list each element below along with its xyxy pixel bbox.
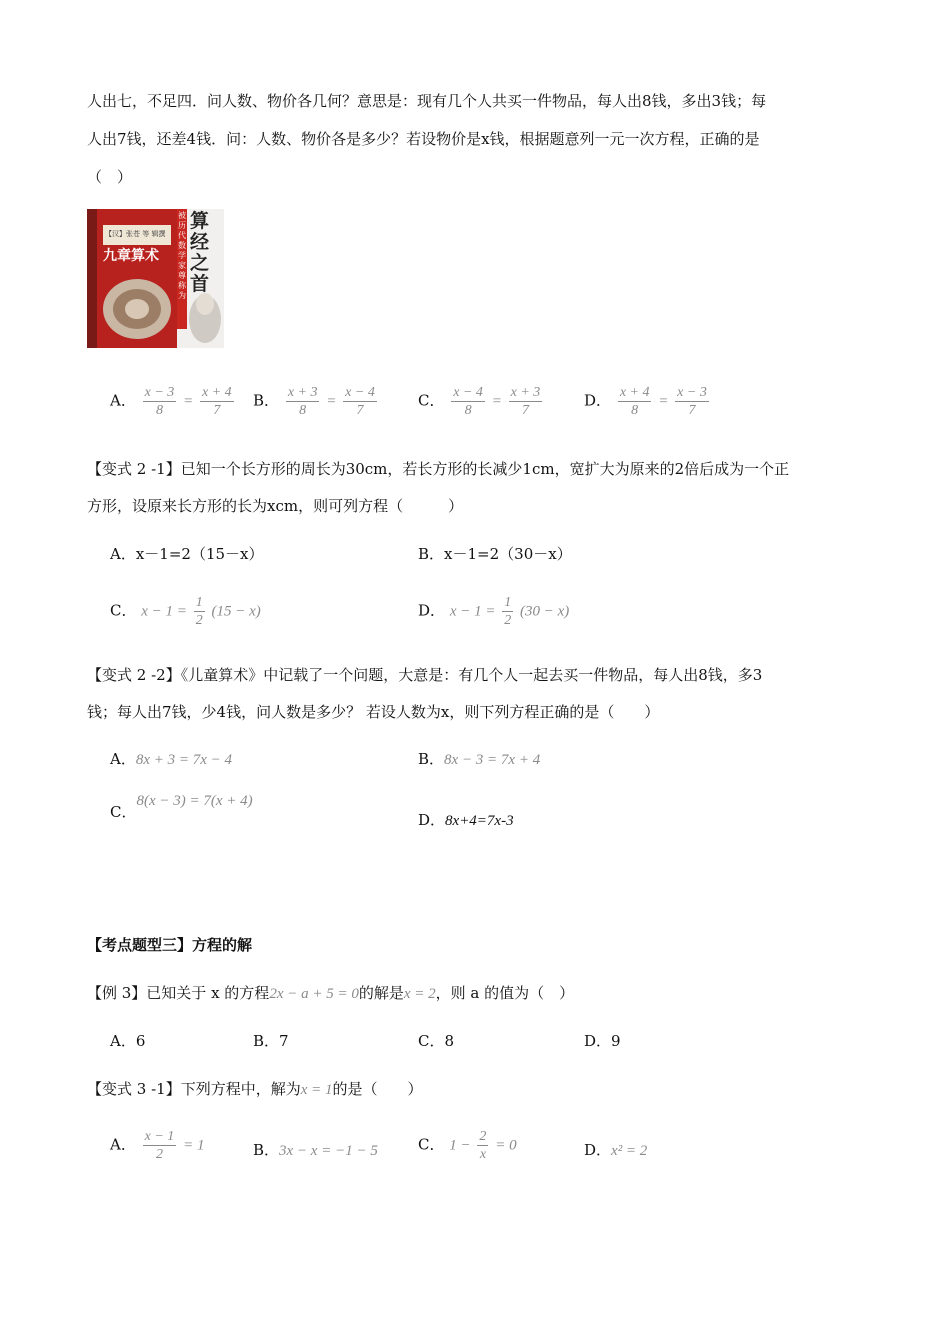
option-letter: B． [253,391,280,410]
option-letter: D． [584,391,612,410]
fraction: $\frac{x - 3}{8}$ [144,385,175,418]
q1-option-a[interactable]: A． $\frac{x - 3}{8}$ = $\frac{x + 4}{7}$ [110,385,232,418]
option-letter: C． [418,1135,445,1154]
fraction: $\frac{x + 4}{7}$ [201,385,232,418]
fraction: $\frac{x + 3}{7}$ [510,385,541,418]
option-equation: 8x+4=7x-3 [445,813,514,829]
fraction: $\frac{x - 4}{8}$ [453,385,483,418]
fraction: $\frac{x - 3}{7}$ [677,385,707,418]
option-letter: A． [110,1135,136,1154]
book-side-text: 被历代数学家尊称为 [178,211,186,300]
option-letter: D． [418,601,446,620]
book-cover-image [87,209,224,348]
option-letter: A． [110,545,136,563]
example-3-option-c[interactable]: C．8 [418,1032,455,1050]
option-letter: C． [418,391,445,410]
variant-3-1-stem: 【变式 3 -1】下列方程中，解为x = 1的是（ ） [87,1080,423,1098]
option-letter: D． [418,811,446,829]
example-3-option-a[interactable]: A．6 [110,1032,146,1050]
variant-2-2-line-1: 【变式 2 -2】《儿童算术》中记载了一个问题，大意是：有几个人一起去买一件物品，每人出8钱，多3 [87,666,763,684]
fraction: $\frac{x - 1}{2}$ [144,1129,175,1162]
book-title: 九章算术 [103,248,159,264]
section-heading: 【考点题型三】方程的解 [87,936,253,954]
variant-2-1-option-c[interactable]: C． x − 1 = $\frac{1}{2}$ (15 − x) [110,595,261,628]
option-equation: 8x + 3 = 7x − 4 [135,752,233,768]
fraction: $\frac{1}{2}$ [195,595,203,628]
option-letter: A． [110,750,136,768]
q1-option-c[interactable]: C． $\frac{x - 4}{8}$ = $\frac{x + 3}{7}$ [418,385,541,418]
variant-2-1-option-a[interactable] [110,544,264,564]
problem-line-1: 人出七，不足四．问人数、物价各几何？意思是：现有几个人共买一件物品，每人出8钱，多出3钱；每 [87,92,767,110]
option-letter: B． [253,1141,280,1159]
variant-3-1-option-c[interactable]: C． 1 − $\frac{2}{x}$ = 0 [418,1129,517,1162]
fraction: $\frac{x + 4}{8}$ [619,385,650,418]
variant-2-1-option-b[interactable] [418,544,572,564]
option-letter: C． [110,803,137,821]
fraction: $\frac{2}{x}$ [479,1129,487,1162]
book-author-label: 【汉】张苍 等 辑撰 [105,230,166,238]
variant-2-1-line-1: 【变式 2 -1】已知一个长方形的周长为30cm，若长方形的长减少1cm，宽扩大为原来的2倍后成为一个正 [87,460,790,478]
option-letter: D． [584,1141,612,1159]
example-3-option-b[interactable]: B．7 [253,1032,289,1050]
option-equation: 8(x − 3) = 7(x + 4) [136,793,253,809]
variant-2-2-option-a[interactable] [110,749,232,770]
option-equation: 3x − x = −1 − 5 [279,1143,378,1159]
fraction: $\frac{1}{2}$ [504,595,512,628]
fraction: $\frac{x + 3}{8}$ [287,385,318,418]
variant-2-1-option-d[interactable]: D． x − 1 = $\frac{1}{2}$ (30 − x) [418,595,570,628]
variant-2-1-line-2: 方形，设原来长方形的长为xcm，则可列方程（ ） [87,497,464,515]
problem-line-2: 人出7钱，还差4钱．问：人数、物价各是多少？若设物价是x钱，根据题意列一元一次方程，正确的是 [87,130,760,148]
fraction: $\frac{x - 4}{7}$ [345,385,375,418]
example-3-option-d[interactable]: D．9 [584,1032,621,1050]
option-letter: B． [418,750,445,768]
variant-2-2-option-d[interactable] [418,810,514,831]
option-letter: A． [110,391,136,410]
variant-3-1-option-b[interactable] [253,1140,378,1161]
example-solution: x = 2 [403,986,436,1002]
q1-option-b[interactable]: B． $\frac{x + 3}{8}$ = $\frac{x - 4}{7}$ [253,385,375,418]
stem-equation: x = 1 [300,1082,333,1098]
problem-line-3: （ ） [87,168,133,186]
variant-2-2-option-c[interactable] [110,793,253,823]
variant-2-2-line-2: 钱；每人出7钱，少4钱，问人数是多少？ 若设人数为x，则下列方程正确的是（ ） [87,703,660,721]
option-letter: C． [110,601,137,620]
option-text: x－1=2（15－x） [135,545,264,563]
variant-3-1-option-a[interactable]: A． $\frac{x - 1}{2}$ = 1 [110,1129,205,1162]
example-3-stem: 【例 3】已知关于 x 的方程2x − a + 5 = 0的解是x = 2，则 a 的值为（ ） [87,984,575,1002]
variant-3-1-option-d[interactable] [584,1140,647,1161]
option-equation: 8x − 3 = 7x + 4 [444,752,541,768]
variant-2-2-option-b[interactable] [418,749,540,770]
q1-option-d[interactable]: D． $\frac{x + 4}{8}$ = $\frac{x - 3}{7}$ [584,385,707,418]
option-letter: B． [418,545,445,563]
option-equation: x² = 2 [611,1143,648,1159]
book-big-text: 算经之首 [190,210,210,295]
option-text: x－1=2（30－x） [444,545,572,563]
example-equation: 2x − a + 5 = 0 [269,986,359,1002]
